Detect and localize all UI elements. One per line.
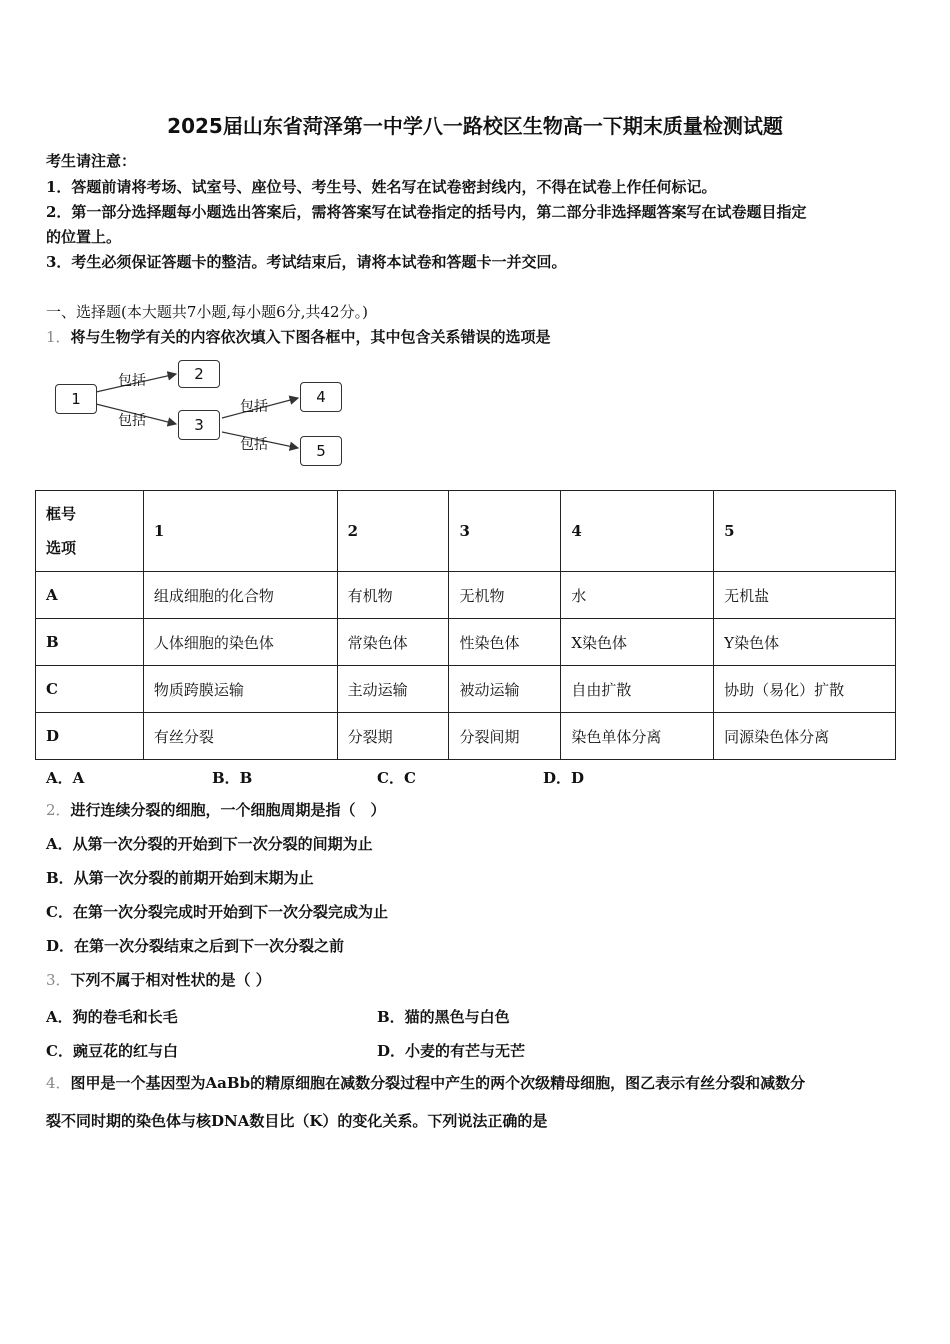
question-stem: 进行连续分裂的细胞，一个细胞周期是指（ ） xyxy=(70,801,386,819)
question-4-cont: 裂不同时期的染色体与核DNA数目比（K）的变化关系。下列说法正确的是 xyxy=(46,1112,548,1130)
table-header-cell: 5 xyxy=(714,491,896,572)
diagram-box-4: 4 xyxy=(300,382,342,412)
q2-option-d[interactable]: D．在第一次分裂结束之后到下一次分裂之前 xyxy=(46,937,345,955)
row-label: D xyxy=(36,713,144,760)
table-cell: 被动运输 xyxy=(449,666,561,713)
table-row xyxy=(36,572,896,619)
q1-option-a[interactable]: A．A xyxy=(46,769,85,787)
table-cell: 水 xyxy=(561,572,714,619)
notice-item-2-cont: 的位置上。 xyxy=(46,228,122,246)
table-cell: 分裂期 xyxy=(337,713,449,760)
diagram-label: 包括 xyxy=(240,399,268,415)
diagram-box-5: 5 xyxy=(300,436,342,466)
table-cell: 性染色体 xyxy=(449,619,561,666)
section-heading: 一、选择题(本大题共7小题,每小题6分,共42分。) xyxy=(46,303,368,321)
diagram-label: 包括 xyxy=(118,373,146,389)
table-cell: 组成细胞的化合物 xyxy=(143,572,337,619)
table-cell: 有机物 xyxy=(337,572,449,619)
q1-option-d[interactable]: D．D xyxy=(543,769,585,787)
table-row xyxy=(36,619,896,666)
table-corner xyxy=(36,491,144,572)
q2-option-a[interactable]: A．从第一次分裂的开始到下一次分裂的间期为止 xyxy=(46,835,373,853)
inclusion-diagram xyxy=(50,352,360,472)
table-header-row xyxy=(36,491,896,572)
diagram-box-2: 2 xyxy=(178,360,220,388)
table-cell: 协助（易化）扩散 xyxy=(714,666,896,713)
diagram-label: 包括 xyxy=(118,413,146,429)
question-stem: 图甲是一个基因型为AaBb的精原细胞在减数分裂过程中产生的两个次级精母细胞，图乙表示有丝分裂和减数分 xyxy=(70,1074,806,1092)
row-label: A xyxy=(36,572,144,619)
q3-option-a[interactable]: A．狗的卷毛和长毛 xyxy=(46,1008,178,1026)
diagram-box-3: 3 xyxy=(178,410,220,440)
table-cell: 常染色体 xyxy=(337,619,449,666)
table-header-cell: 4 xyxy=(561,491,714,572)
table-cell: 有丝分裂 xyxy=(143,713,337,760)
notice-item-3: 3．考生必须保证答题卡的整洁。考试结束后，请将本试卷和答题卡一并交回。 xyxy=(46,253,567,271)
notice-heading: 考生请注意： xyxy=(46,152,137,170)
table-cell: 人体细胞的染色体 xyxy=(143,619,337,666)
table-cell: 无机物 xyxy=(449,572,561,619)
notice-item-1: 1．答题前请将考场、试室号、座位号、考生号、姓名写在试卷密封线内，不得在试卷上作任何标记。 xyxy=(46,178,717,196)
table-header-cell: 3 xyxy=(449,491,561,572)
table-cell: 分裂间期 xyxy=(449,713,561,760)
table-cell: 无机盐 xyxy=(714,572,896,619)
question-number: 4． xyxy=(46,1074,71,1092)
table-header-cell: 1 xyxy=(143,491,337,572)
notice-item-2: 2．第一部分选择题每小题选出答案后，需将答案写在试卷指定的括号内，第二部分非选择题答案写在试卷题目指定 xyxy=(46,203,807,221)
question-stem: 下列不属于相对性状的是（ ） xyxy=(70,971,271,989)
corner-top: 框号 xyxy=(46,505,77,523)
diagram-box-1: 1 xyxy=(55,384,97,414)
table-cell: 同源染色体分离 xyxy=(714,713,896,760)
question-3 xyxy=(46,971,271,989)
question-1-table xyxy=(35,490,896,760)
table-row xyxy=(36,666,896,713)
question-number: 3． xyxy=(46,971,71,989)
q2-option-b[interactable]: B．从第一次分裂的前期开始到末期为止 xyxy=(46,869,314,887)
q1-option-b[interactable]: B．B xyxy=(212,769,253,787)
exam-title: 2025届山东省菏泽第一中学八一路校区生物高一下期末质量检测试题 xyxy=(167,114,783,138)
q3-option-c[interactable]: C．豌豆花的红与白 xyxy=(46,1042,178,1060)
q1-option-c[interactable]: C．C xyxy=(377,769,416,787)
table-cell: Y染色体 xyxy=(714,619,896,666)
question-number: 2． xyxy=(46,801,71,819)
q2-option-c[interactable]: C．在第一次分裂完成时开始到下一次分裂完成为止 xyxy=(46,903,388,921)
row-label: C xyxy=(36,666,144,713)
question-stem: 将与生物学有关的内容依次填入下图各框中，其中包含关系错误的选项是 xyxy=(70,328,551,346)
diagram-label: 包括 xyxy=(240,437,268,453)
q3-option-d[interactable]: D．小麦的有芒与无芒 xyxy=(377,1042,526,1060)
row-label: B xyxy=(36,619,144,666)
question-4 xyxy=(46,1074,805,1092)
table-cell: 物质跨膜运输 xyxy=(143,666,337,713)
table-header-cell: 2 xyxy=(337,491,449,572)
question-number: 1． xyxy=(46,328,71,346)
corner-bottom: 选项 xyxy=(46,539,77,557)
table-row xyxy=(36,713,896,760)
question-2 xyxy=(46,801,386,819)
question-1 xyxy=(46,328,551,346)
table-cell: X染色体 xyxy=(561,619,714,666)
table-cell: 染色单体分离 xyxy=(561,713,714,760)
q3-option-b[interactable]: B．猫的黑色与白色 xyxy=(377,1008,510,1026)
table-cell: 主动运输 xyxy=(337,666,449,713)
table-cell: 自由扩散 xyxy=(561,666,714,713)
